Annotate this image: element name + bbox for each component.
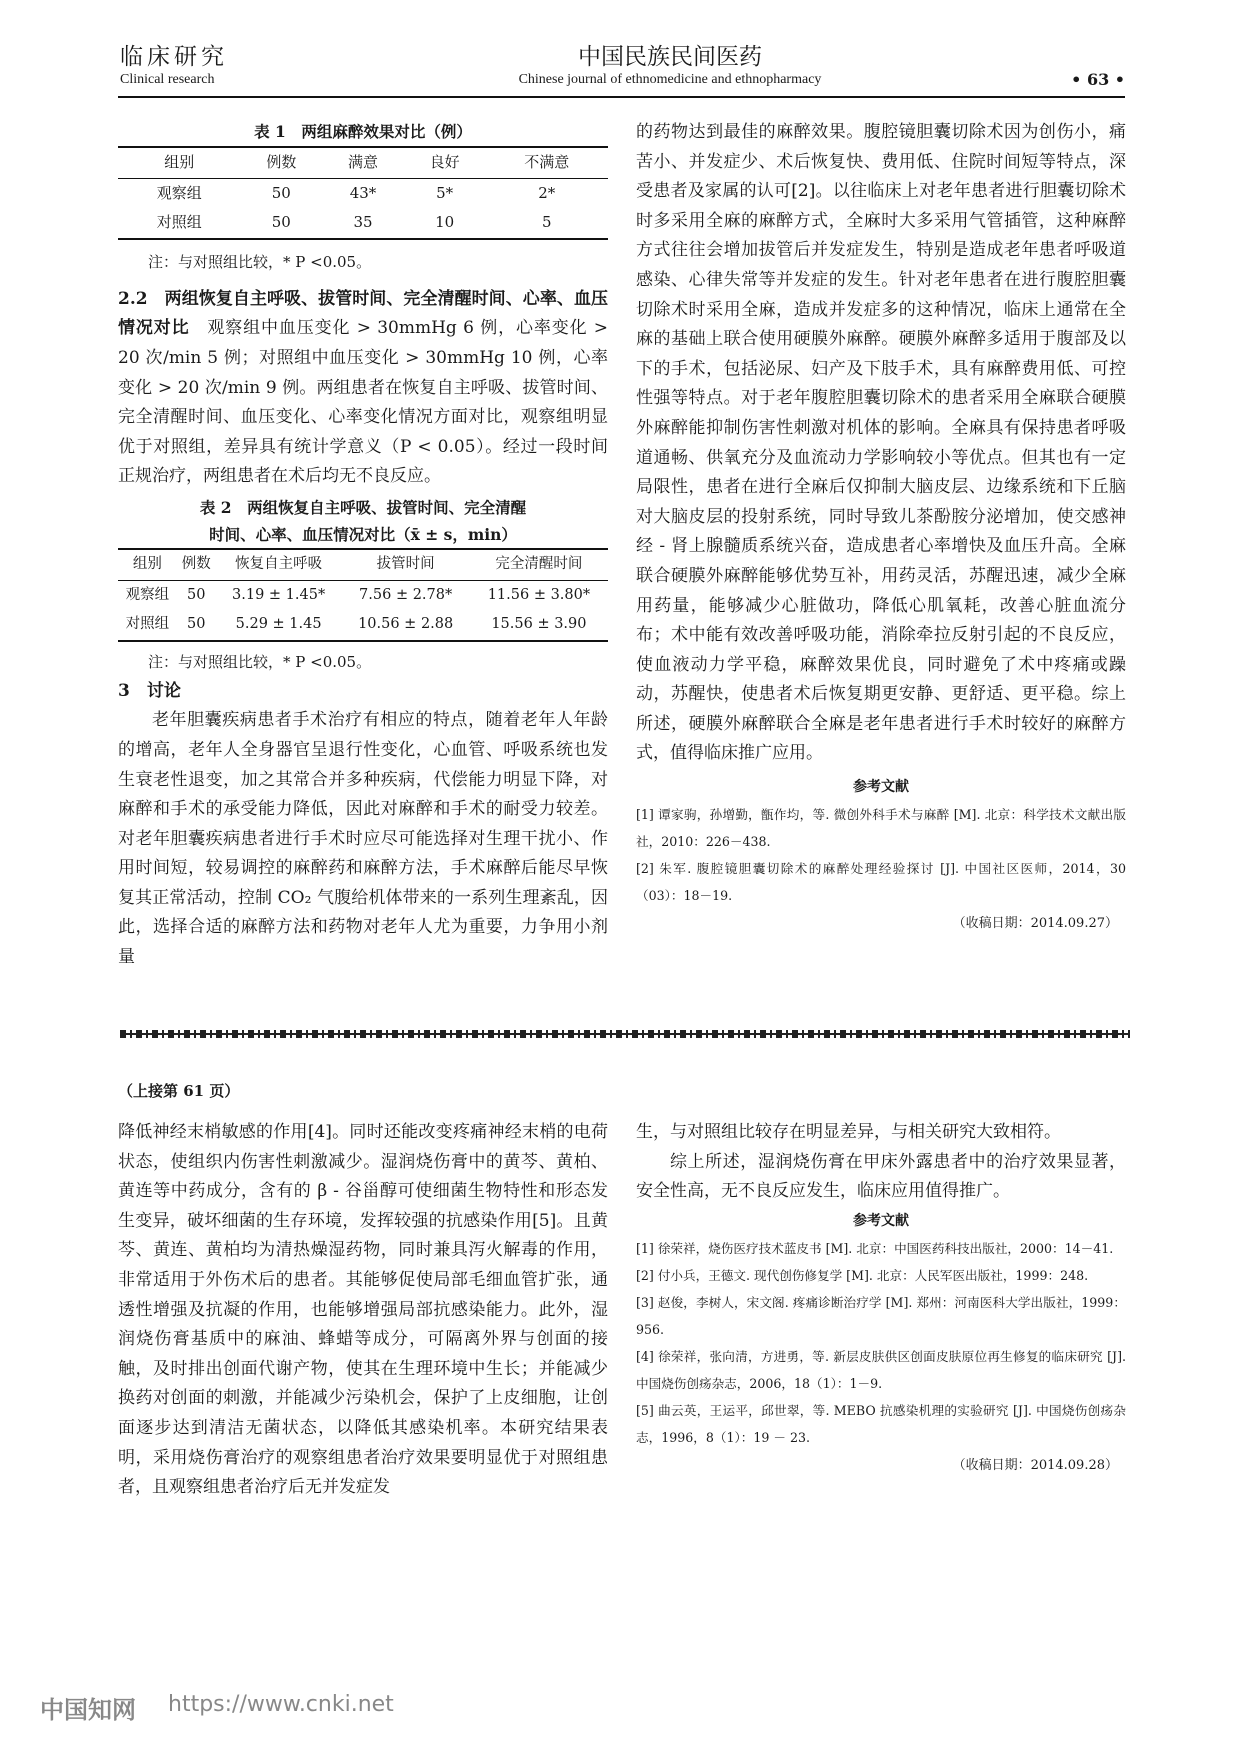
journal-title-cn: 中国民族民间医药 xyxy=(578,44,762,70)
reference-item: [1] 徐荣祥，烧伤医疗技术蓝皮书 [M]. 北京：中国医药科技出版社，2000：14－41. xyxy=(636,1240,1114,1256)
received-date-bottom: （收稿日期：2014.09.28） xyxy=(952,1457,1118,1473)
reference-item: [2] 付小兵，王德文. 现代创伤修复学 [M]. 北京：人民军医出版社，1999：248. xyxy=(636,1267,1089,1283)
table1-header: 不满意 xyxy=(524,153,570,171)
table-cell: 50 xyxy=(186,586,206,603)
table1-header: 组别 xyxy=(164,153,195,171)
section-2-2-body: 观察组中血压变化 > 30mmHg 6 例，心率变化 > 20 次/min 5 例；对照组中血压变化 > 30mmHg 10 例，心率变化 > 20 次/min 9 例。两组患者在恢复自主呼吸、拔管时间、完全清醒时间、血压变化、心率变化情况方面对比，观察组明显优于对照组，差异具有统计学意义（P < 0.05）。经过一段时间正规治疗，两组患者在术后均无不良反应。 xyxy=(118,318,608,487)
journal-title-en: Chinese journal of ethnomedicine and ethnopharmacy xyxy=(518,72,822,87)
continued-para-left: 降低神经末梢敏感的作用[4]。同时还能改变疼痛神经末梢的电荷状态，使组织内伤害性刺激减少。湿润烧伤膏中的黄芩、黄柏、黄连等中药成分，含有的 β - 谷甾醇可使细菌生物特性和形态发生变异，破坏细菌的生存环境，发挥较强的抗感染作用[5]。且黄芩、黄连、黄柏均为清热燥湿药物，同时兼具泻火解毒的作用，非常适用于外伤术后的患者。其能够促使局部毛细血管扩张，通透性增强及抗凝的作用，也能够增强局部抗感染能力。此外，湿润烧伤膏基质中的麻油、蜂蜡等成分，可隔离外界与创面的接触，及时排出创面代谢产物，使其在生理环境中生长；并能减少换药对创面的刺激，并能减少污染机会，保护了上皮细胞，让创面逐步达到清洁无菌状态，以降低其感染机率。本研究结果表明，采用烧伤膏治疗的观察组患者治疗效果要明显优于对照组患者，且观察组患者治疗后无并发症发 xyxy=(118,1122,608,1498)
section-3-heading: 3 讨论 xyxy=(118,680,181,701)
continued-para-right-2: 综上所述，湿润烧伤膏在甲床外露患者中的治疗效果显著，安全性高，无不良反应发生，临床应用值得推广。 xyxy=(636,1151,1126,1202)
section-title-cn: 临床研究 xyxy=(120,44,228,70)
table-cell: 5 xyxy=(541,213,552,232)
table2-caption-line1: 表 2 两组恢复自主呼吸、拔管时间、完全清醒 xyxy=(199,497,527,517)
table1-header: 满意 xyxy=(347,153,378,171)
reference-item: [5] 曲云英，王运平，邱世翠，等. MEBO 抗感染机理的实验研究 [J]. 中国烧伤创疡杂志，1996，8（1）：19 － 23. xyxy=(636,1402,1126,1445)
table2-header: 恢复自主呼吸 xyxy=(235,555,323,572)
reference-item: [1] 谭家驹，孙增勤，甑作均，等. 微创外科手术与麻醉 [M]. 北京：科学技术文献出版社，2010：226－438. xyxy=(636,807,1126,850)
table-row xyxy=(118,208,608,239)
table-cell: 7.56 ± 2.78* xyxy=(359,586,453,603)
table-cell: 11.56 ± 3.80* xyxy=(487,586,591,603)
table1-note: 注：与对照组比较，* P <0.05。 xyxy=(148,252,372,271)
table2-header-row xyxy=(118,549,608,580)
table-cell: 对照组 xyxy=(156,213,202,232)
table2-header: 完全清醒时间 xyxy=(495,555,583,572)
table-cell: 50 xyxy=(186,616,206,633)
table-cell: 10 xyxy=(435,213,455,232)
table1-header-row xyxy=(118,147,608,178)
table-cell: 35 xyxy=(353,213,373,232)
received-date-top: （收稿日期：2014.09.27） xyxy=(952,916,1118,932)
table-cell: 15.56 ± 3.90 xyxy=(491,616,587,633)
refs-bottom-list xyxy=(636,1235,1126,1451)
table2-header: 组别 xyxy=(132,555,162,572)
table-cell: 2* xyxy=(538,183,556,202)
table-cell: 50 xyxy=(271,213,291,232)
cnki-url[interactable]: https://www.cnki.net xyxy=(168,1692,394,1717)
section-3-para-left: 老年胆囊疾病患者手术治疗有相应的特点，随着老年人年龄的增高，老年人全身器官呈退行性变化，心血管、呼吸系统也发生衰老性退变，加之其常合并多种疾病，代偿能力明显下降，对麻醉和手术的承受能力降低，因此对麻醉和手术的耐受力较差。对老年胆囊疾病患者进行手术时应尽可能选择对生理干扰小、作用时间短，较易调控的麻醉药和麻醉方法，手术麻醉后能尽早恢复其正常活动，控制 CO₂ 气腹给机体带来的一系列生理紊乱，因此，选择合适的麻醉方法和药物对老年人尤为重要，力争用小剂量 xyxy=(118,710,608,968)
table-cell: 10.56 ± 2.88 xyxy=(358,616,454,633)
right-column-top xyxy=(636,118,1126,939)
continued-label: （上接第 61 页） xyxy=(118,1082,240,1100)
refs-bottom-heading: 参考文献 xyxy=(853,1212,909,1229)
table-row xyxy=(118,610,608,641)
table-cell: 对照组 xyxy=(125,616,170,633)
table1-header: 良好 xyxy=(429,153,460,171)
section-3-para-right: 的药物达到最佳的麻醉效果。腹腔镜胆囊切除术因为创伤小，痛苦小、并发症少、术后恢复快、费用低、住院时间短等特点，深受患者及家属的认可[2]。以往临床上对老年患者进行胆囊切除术时多采用全麻的麻醉方式，全麻时大多采用气管插管，这种麻醉方式往往会增加拔管后并发症发生，特别是造成老年患者呼吸道感染、心律失常等并发症的发生。针对老年患者在进行腹腔胆囊切除术时采用全麻，造成并发症多的这种情况，临床上通常在全麻的基础上联合使用硬膜外麻醉。硬膜外麻醉多适用于腹部及以下的手术，包括泌尿、妇产及下肢手术，具有麻醉费用低、可控性强等特点。对于老年腹腔胆囊切除术的患者采用全麻联合硬膜外麻醉能抑制伤害性刺激对机体的影响。全麻具有保持患者呼吸道通畅、供氧充分及血流动力学影响较小等优点。但其也有一定局限性，患者在进行全麻后仅抑制大脑皮层、边缘系统和下丘脑对大脑皮层的投射系统，同时导致儿茶酚胺分泌增加，使交感神经 - 肾上腺髓质系统兴奋，造成患者心率增快及血压升高。全麻联合硬膜外麻醉能够优势互补，用药灵活，苏醒迅速，减少全麻用药量，能够减少心脏做功，降低心肌氧耗，改善心脏血流分布；术中能有效改善呼吸功能，消除牵拉反射引起的不良反应，使血液动力学平稳，麻醉效果优良，同时避免了术中疼痛或躁动，苏醒快，使患者术后恢复期更安静、更舒适、更平稳。综上所述，硬膜外麻醉联合全麻是老年患者进行手术时较好的麻醉方式，值得临床推广应用。 xyxy=(636,122,1126,764)
table-row xyxy=(118,580,608,610)
left-column-top xyxy=(118,118,608,973)
table-cell: 观察组 xyxy=(125,586,170,603)
table2-caption-line2: 时间、心率、血压情况对比（x̄ ± s，min） xyxy=(209,524,517,544)
refs-top-list xyxy=(636,801,1126,909)
table1-caption: 表 1 两组麻醉效果对比（例） xyxy=(254,122,472,141)
table2-header: 例数 xyxy=(181,555,211,572)
page-number: • 63 • xyxy=(1071,70,1125,89)
section-2-2 xyxy=(118,285,608,492)
continued-para-right-1: 生，与对照组比较存在明显差异，与相关研究大致相符。 xyxy=(636,1122,1061,1142)
right-column-bottom xyxy=(636,1118,1126,1481)
table-cell: 观察组 xyxy=(156,183,202,202)
table-cell: 5.29 ± 1.45 xyxy=(235,616,322,633)
cnki-logo: 中国知网 xyxy=(40,1696,136,1724)
table2-header: 拔管时间 xyxy=(376,555,435,572)
left-column-bottom xyxy=(118,1118,608,1503)
table2 xyxy=(118,548,608,642)
table-cell: 5* xyxy=(436,183,454,202)
table-row xyxy=(118,178,608,208)
section-2-2-heading: 2.2 两组恢复自主呼吸、拔管时间、完全清醒时间、心率、血压情况对比 xyxy=(118,288,608,339)
reference-item: [3] 赵俊，李树人，宋文阁. 疼痛诊断治疗学 [M]. 郑州：河南医科大学出版社，1999：956. xyxy=(636,1294,1126,1337)
table-cell: 3.19 ± 1.45* xyxy=(232,586,326,603)
reference-item: [2] 朱军. 腹腔镜胆囊切除术的麻醉处理经验探讨 [J]. 中国社区医师，2014，30（03）：18－19. xyxy=(636,861,1126,904)
section-title-en: Clinical research xyxy=(120,72,215,87)
reference-item: [4] 徐荣祥，张向清，方进勇，等. 新层皮肤供区创面皮肤原位再生修复的临床研究 [J]. 中国烧伤创疡杂志，2006，18（1）：1－9. xyxy=(636,1348,1126,1391)
header-rule xyxy=(118,96,1125,98)
article-divider xyxy=(120,1030,1130,1038)
table1-header: 例数 xyxy=(266,153,297,171)
table-cell: 43* xyxy=(349,183,377,202)
table2-note: 注：与对照组比较，* P <0.05。 xyxy=(148,652,372,671)
table-cell: 50 xyxy=(271,183,291,202)
refs-top-heading: 参考文献 xyxy=(853,779,909,796)
table1 xyxy=(118,146,608,240)
